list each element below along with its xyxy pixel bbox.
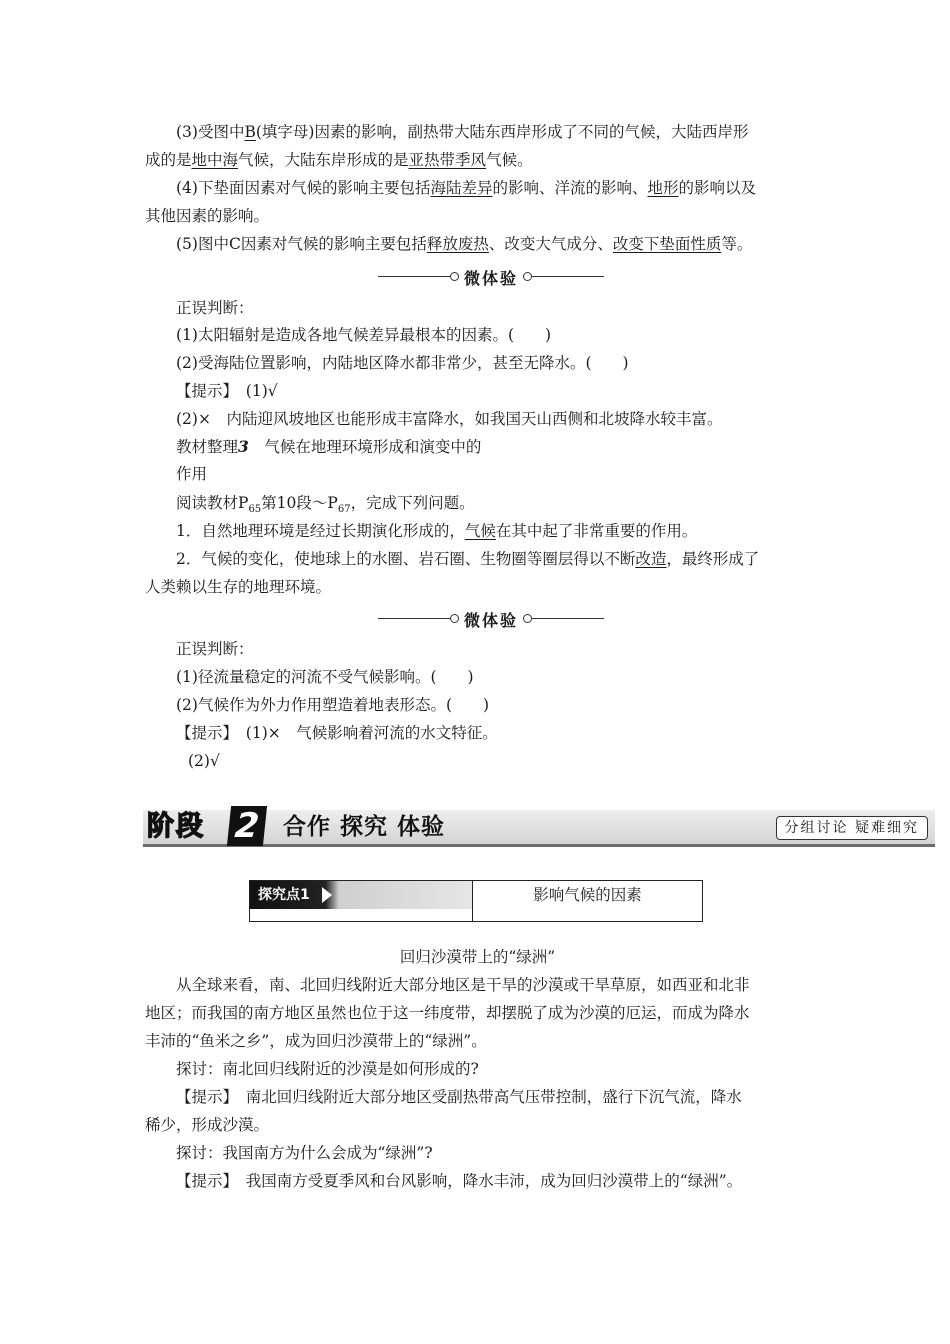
q3-line2: 成的是地中海气候，大陆东岸形成的是亚热带季风气候。 xyxy=(145,151,533,169)
stage-banner xyxy=(143,806,935,846)
case-title: 回归沙漠带上的“绿洲” xyxy=(399,948,556,966)
triangle-arrow-icon xyxy=(322,887,332,903)
answer-climate: 气候 xyxy=(464,522,496,540)
case-para-line3: 丰沛的“鱼米之乡”，成为回归沙漠带上的“绿洲”。 xyxy=(145,1032,487,1050)
discussion-answer-1-cont: 稀少，形成沙漠。 xyxy=(145,1116,270,1134)
hint-label: 【提示】 xyxy=(176,382,231,400)
probe-point-box xyxy=(249,880,703,922)
micro-experience-title: 微体验 xyxy=(463,269,518,288)
answer-mediterranean: 地中海 xyxy=(191,151,239,169)
judge-intro-2: 正误判断： xyxy=(176,640,254,658)
micro-experience-title-2: 微体验 xyxy=(463,611,518,630)
textbook-heading-cont: 作用 xyxy=(176,465,208,483)
textbook-heading: 教材整理3 气候在地理环境形成和演变中的 xyxy=(176,437,482,456)
answer-subtropical-monsoon: 亚热带季风 xyxy=(408,151,487,169)
hint-label-2: 【提示】 xyxy=(176,724,231,742)
discussion-question-2: 探讨：我国南方为什么会成为“绿洲”? xyxy=(176,1144,433,1162)
answer-transform: 改造 xyxy=(635,550,667,568)
hint-label-4: 【提示】 xyxy=(176,1172,231,1190)
hint-label-3: 【提示】 xyxy=(176,1088,231,1106)
judge-statement-2: (2)受海陆位置影响，内陆地区降水都非常少，甚至无降水。( ) xyxy=(176,354,629,372)
q4-line1: (4)下垫面因素对气候的影响主要包括海陆差异的影响、洋流的影响、地形的影响以及 xyxy=(176,179,757,197)
probe-point-label-bg xyxy=(250,881,472,909)
hint-answer-2-2: (2)√ xyxy=(188,752,220,770)
judge-statement-1: (1)太阳辐射是造成各地气候差异最根本的因素。( ) xyxy=(176,326,552,344)
stage-title: 合作 探究 体验 xyxy=(283,814,446,840)
point-2-line1: 2．气候的变化，使地球上的水圈、岩石圈、生物圈等圈层得以不断改造，最终形成了 xyxy=(176,550,760,568)
answer-terrain: 地形 xyxy=(647,179,679,197)
judge-intro: 正误判断： xyxy=(176,299,254,317)
case-para-line2: 地区；而我国的南方地区虽然也位于这一纬度带，却摆脱了成为沙漠的厄运，而成为降水 xyxy=(145,1004,750,1022)
probe-point-topic: 影响气候的因素 xyxy=(533,886,642,904)
judge-statement-2-2: (2)气候作为外力作用塑造着地表形态。( ) xyxy=(176,696,490,714)
stage-tag: 分组讨论 疑难细究 xyxy=(776,816,928,840)
micro-experience-divider-2 xyxy=(378,608,604,630)
probe-point-label: 探究点1 xyxy=(258,887,310,903)
q4-line2: 其他因素的影响。 xyxy=(145,207,270,225)
answer-surface-change: 改变下垫面性质 xyxy=(612,235,722,253)
case-para-line1: 从全球来看，南、北回归线附近大部分地区是干旱的沙漠或干旱草原，如西亚和北非 xyxy=(176,976,750,994)
answer-waste-heat: 释放废热 xyxy=(426,235,489,253)
stage-number: 2 xyxy=(227,806,267,846)
q3-line1: (3)受图中B(填字母)因素的影响，副热带大陆东西岸形成了不同的气候，大陆西岸形 xyxy=(176,123,749,141)
hint-line: 【提示】 (1)√ xyxy=(176,382,278,400)
stage-label: 阶段 xyxy=(147,811,205,842)
q5-line: (5)图中C因素对气候的影响主要包括释放废热、改变大气成分、改变下垫面性质等。 xyxy=(176,235,753,253)
discussion-answer-2: 【提示】 我国南方受夏季风和台风影响，降水丰沛，成为回归沙漠带上的“绿洲”。 xyxy=(176,1172,743,1190)
reading-instruction: 阅读教材$P_{65}$第10段$\sim P_{67}$，完成下列问题。 xyxy=(176,494,475,516)
discussion-answer-1: 【提示】 南北回归线附近大部分地区受副热带高气压带控制，盛行下沉气流，降水 xyxy=(176,1088,742,1106)
micro-experience-divider xyxy=(378,266,604,288)
hint-line-2: 【提示】 (1)× 气候影响着河流的水文特征。 xyxy=(176,724,498,742)
answer-land-sea: 海陆差异 xyxy=(430,179,493,197)
judge-statement-2-1: (1)径流量稳定的河流不受气候影响。( ) xyxy=(176,668,474,686)
point-1: 1．自然地理环境是经过长期演化形成的，气候在其中起了非常重要的作用。 xyxy=(176,522,698,540)
answer-b: B xyxy=(244,123,256,141)
hint-answer-2: (2)× 内陆迎风坡地区也能形成丰富降水，如我国天山西侧和北坡降水较丰富。 xyxy=(176,410,723,428)
point-2-line2: 人类赖以生存的地理环境。 xyxy=(145,578,332,596)
discussion-question-1: 探讨：南北回归线附近的沙漠是如何形成的? xyxy=(176,1060,479,1078)
